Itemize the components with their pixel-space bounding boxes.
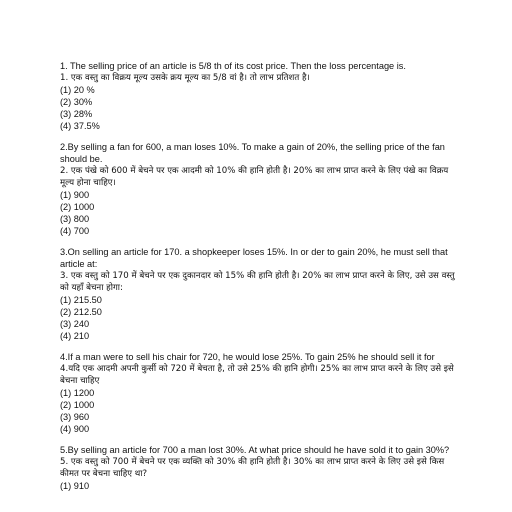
question-4 xyxy=(60,351,460,435)
question-5-hindi: 5. एक वस्तु को 700 में बेचने पर एक व्यक्ति को 30% की हानि होती है। 30% का लाभ प्राप्त करने के लिए उसे इसे किस कीमत पर बेचना चाहिए था? xyxy=(60,457,445,479)
question-4-option-1: (1) 1200 xyxy=(60,388,95,398)
question-5 xyxy=(60,444,460,492)
question-4-option-2: (2) 1000 xyxy=(60,400,95,410)
question-2-option-1: (1) 900 xyxy=(60,190,90,200)
question-3-option-4: (4) 210 xyxy=(60,331,90,341)
question-2-english: 2.By selling a fan for 600, a man loses 10%. To make a gain of 20%, the selling price of the fan should be. xyxy=(60,142,445,164)
question-2 xyxy=(60,141,460,237)
question-1-option-2: (2) 30% xyxy=(60,97,93,107)
question-2-option-2: (2) 1000 xyxy=(60,202,95,212)
question-3-option-3: (3) 240 xyxy=(60,319,90,329)
question-2-option-3: (3) 800 xyxy=(60,214,90,224)
question-1-option-4: (4) 37.5% xyxy=(60,121,100,131)
question-3-option-2: (2) 212.50 xyxy=(60,307,102,317)
question-1 xyxy=(60,60,460,132)
question-3-hindi: 3. एक वस्तु को 170 में बेचने पर एक दुकानदार को 15% की हानि होती है। 20% का लाभ प्राप्त करने के लिए, उसे उस वस्तु को यहाँ बेचना होगा: xyxy=(60,271,455,293)
question-3-english: 3.On selling an article for 170. a shopkeeper loses 15%. In or der to gain 20%, he must sell that article at: xyxy=(60,247,448,269)
question-1-option-1: (1) 20 % xyxy=(60,85,95,95)
question-1-option-3: (3) 28% xyxy=(60,109,93,119)
question-2-option-4: (4) 700 xyxy=(60,226,90,236)
question-3 xyxy=(60,246,460,342)
question-4-option-3: (3) 960 xyxy=(60,412,90,422)
question-5-option-1: (1) 910 xyxy=(60,481,90,491)
question-4-option-4: (4) 900 xyxy=(60,424,90,434)
question-1-english: 1. The selling price of an article is 5/8 th of its cost price. Then the loss percentage is. xyxy=(60,61,406,71)
question-4-hindi: 4.यदि एक आदमी अपनी कुर्सी को 720 में बेचता है, तो उसे 25% की हानि होगी। 25% का लाभ प्राप्त करने के लिए उसे इसे बेचना चाहिए xyxy=(60,364,454,386)
question-document xyxy=(60,60,460,501)
question-4-english: 4.If a man were to sell his chair for 720, he would lose 25%. To gain 25% he should sell it for xyxy=(60,352,435,362)
question-1-hindi: 1. एक वस्तु का विक्रय मूल्य उसके क्रय मूल्य का 5/8 वां है। तो लाभ प्रतिशत है। xyxy=(60,73,310,83)
question-2-hindi: 2. एक पंखे को 600 में बेचने पर एक आदमी को 10% की हानि होती है। 20% का लाभ प्राप्त करने के लिए पंखे का विक्रय मूल्य होना चाहिए। xyxy=(60,166,449,188)
question-5-english: 5.By selling an article for 700 a man lost 30%. At what price should he have sold it to gain 30%? xyxy=(60,445,450,455)
question-3-option-1: (1) 215.50 xyxy=(60,295,102,305)
